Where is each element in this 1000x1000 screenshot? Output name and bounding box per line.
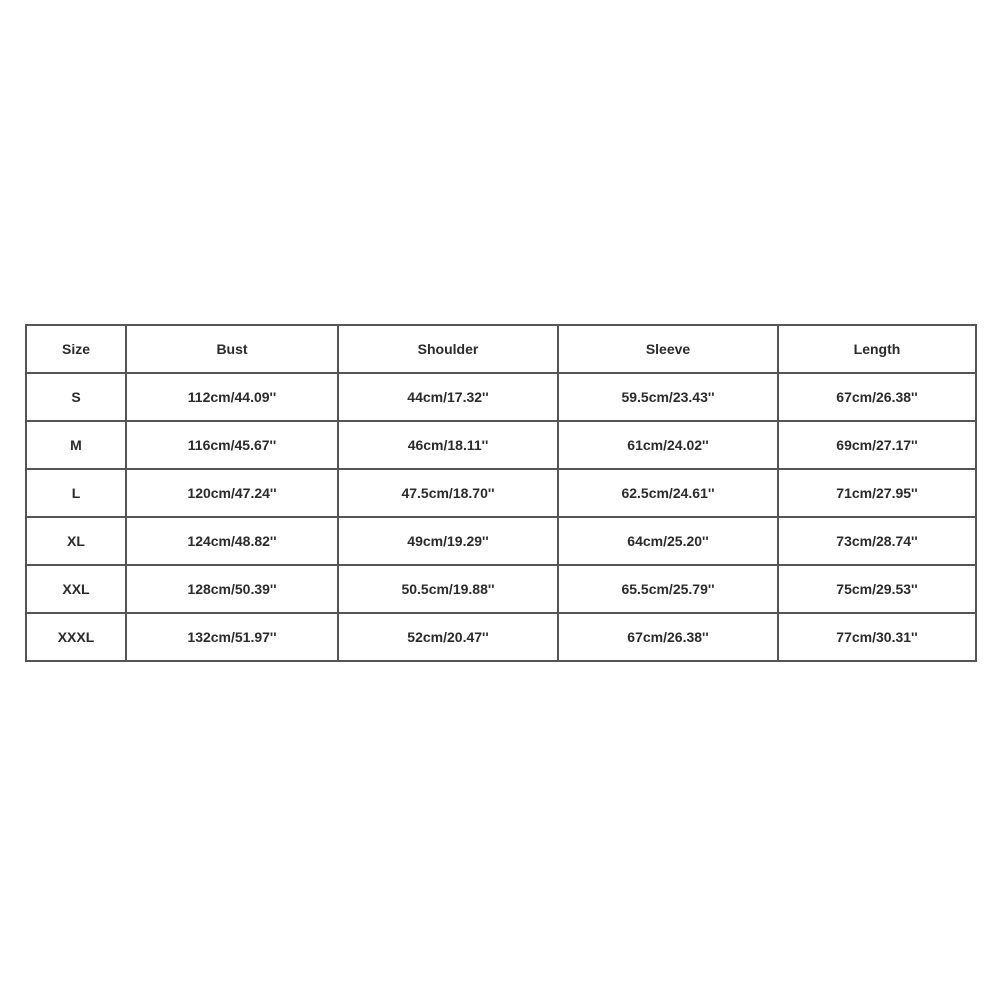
cell-shoulder: 50.5cm/19.88'' [338,565,558,613]
cell-length: 73cm/28.74'' [778,517,976,565]
cell-size: XL [26,517,126,565]
cell-size: XXL [26,565,126,613]
cell-length: 69cm/27.17'' [778,421,976,469]
size-chart-table [25,324,977,662]
cell-size: M [26,421,126,469]
header-size: Size [26,325,126,373]
table-row [26,517,976,565]
cell-sleeve: 62.5cm/24.61'' [558,469,778,517]
table-row [26,373,976,421]
cell-length: 75cm/29.53'' [778,565,976,613]
header-length: Length [778,325,976,373]
cell-bust: 124cm/48.82'' [126,517,338,565]
header-bust: Bust [126,325,338,373]
cell-size: L [26,469,126,517]
cell-bust: 116cm/45.67'' [126,421,338,469]
header-sleeve: Sleeve [558,325,778,373]
table-row [26,613,976,661]
cell-length: 71cm/27.95'' [778,469,976,517]
cell-size: XXXL [26,613,126,661]
cell-bust: 120cm/47.24'' [126,469,338,517]
cell-shoulder: 46cm/18.11'' [338,421,558,469]
cell-shoulder: 44cm/17.32'' [338,373,558,421]
cell-shoulder: 49cm/19.29'' [338,517,558,565]
cell-sleeve: 64cm/25.20'' [558,517,778,565]
table-row [26,565,976,613]
cell-length: 67cm/26.38'' [778,373,976,421]
cell-bust: 132cm/51.97'' [126,613,338,661]
cell-length: 77cm/30.31'' [778,613,976,661]
cell-sleeve: 67cm/26.38'' [558,613,778,661]
table-row [26,421,976,469]
table-header-row [26,325,976,373]
header-shoulder: Shoulder [338,325,558,373]
cell-bust: 112cm/44.09'' [126,373,338,421]
cell-size: S [26,373,126,421]
cell-sleeve: 65.5cm/25.79'' [558,565,778,613]
cell-bust: 128cm/50.39'' [126,565,338,613]
cell-sleeve: 59.5cm/23.43'' [558,373,778,421]
cell-shoulder: 52cm/20.47'' [338,613,558,661]
cell-shoulder: 47.5cm/18.70'' [338,469,558,517]
cell-sleeve: 61cm/24.02'' [558,421,778,469]
table-row [26,469,976,517]
